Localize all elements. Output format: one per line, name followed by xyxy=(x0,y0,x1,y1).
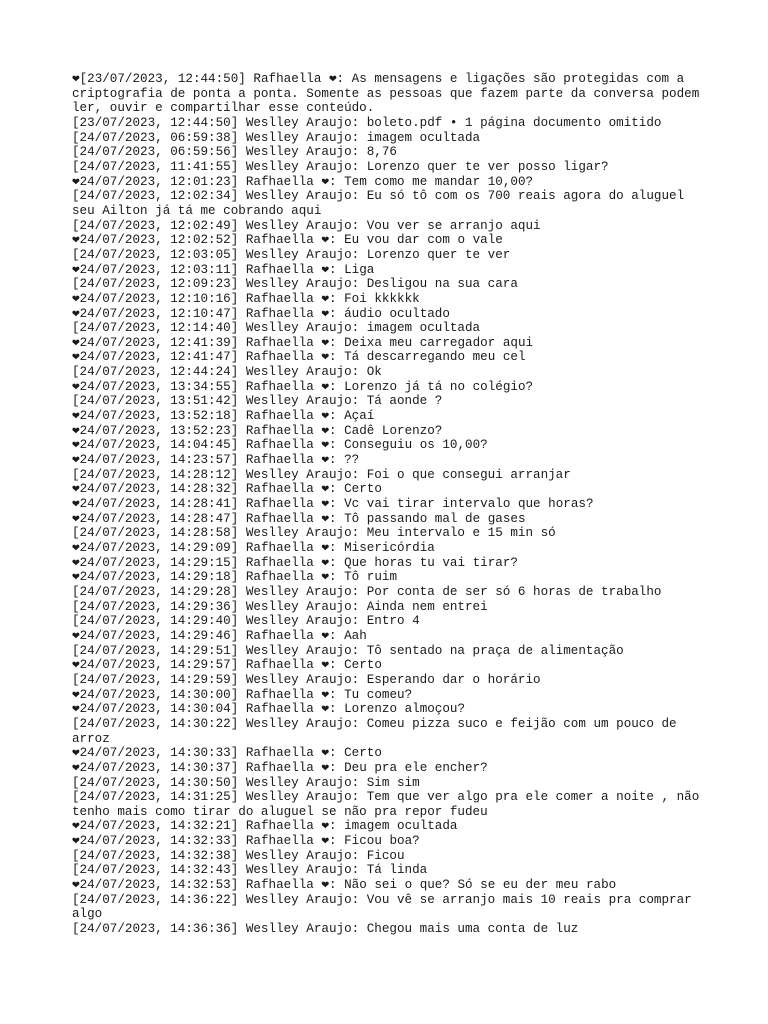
chat-message-line: [24/07/2023, 11:41:55] Weslley Araujo: Lorenzo quer te ver posso ligar? xyxy=(72,159,609,174)
chat-message-line: [24/07/2023, 14:36:22] Weslley Araujo: Vou vê se arranjo mais 10 reais pra comprar algo xyxy=(72,892,700,922)
chat-message-line: ❤24/07/2023, 12:10:16] Rafhaella ❤: Foi kkkkkk xyxy=(72,291,420,306)
chat-message-line: [24/07/2023, 06:59:38] Weslley Araujo: imagem ocultada xyxy=(72,130,481,145)
chat-message-line: ❤24/07/2023, 12:02:52] Rafhaella ❤: Eu vou dar com o vale xyxy=(72,233,503,248)
chat-message-line: [24/07/2023, 12:03:05] Weslley Araujo: Lorenzo quer te ver xyxy=(72,247,511,262)
chat-message-line: ❤24/07/2023, 14:32:53] Rafhaella ❤: Não sei o que? Só se eu der meu rabo xyxy=(72,878,617,893)
chat-message-line: [24/07/2023, 12:09:23] Weslley Araujo: Desligou na sua cara xyxy=(72,277,518,292)
chat-message-line: ❤24/07/2023, 14:28:47] Rafhaella ❤: Tô passando mal de gases xyxy=(72,511,526,526)
chat-message-line: ❤24/07/2023, 12:41:47] Rafhaella ❤: Tá descarregando meu cel xyxy=(72,350,526,365)
chat-message-line: ❤24/07/2023, 14:28:32] Rafhaella ❤: Certo xyxy=(72,482,382,497)
chat-message-line: ❤24/07/2023, 14:29:15] Rafhaella ❤: Que horas tu vai tirar? xyxy=(72,555,518,570)
chat-message-line: [24/07/2023, 14:29:59] Weslley Araujo: Esperando dar o horário xyxy=(72,672,541,687)
chat-message-line: [24/07/2023, 14:29:28] Weslley Araujo: Por conta de ser só 6 horas de trabalho xyxy=(72,584,662,599)
chat-message-line: [24/07/2023, 14:29:36] Weslley Araujo: Ainda nem entrei xyxy=(72,599,488,614)
chat-message-line: [24/07/2023, 12:44:24] Weslley Araujo: Ok xyxy=(72,365,382,380)
chat-message-line: ❤24/07/2023, 14:32:21] Rafhaella ❤: imagem ocultada xyxy=(72,819,458,834)
chat-message-line: ❤24/07/2023, 14:32:33] Rafhaella ❤: Ficou boa? xyxy=(72,834,420,849)
chat-message-line: [23/07/2023, 12:44:50] Weslley Araujo: boleto.pdf • 1 página documento omitido xyxy=(72,115,662,130)
chat-message-line: [24/07/2023, 14:28:58] Weslley Araujo: Meu intervalo e 15 min só xyxy=(72,526,556,541)
chat-message-line: ❤24/07/2023, 13:52:18] Rafhaella ❤: Açaí xyxy=(72,409,375,424)
chat-message-line: ❤24/07/2023, 12:03:11] Rafhaella ❤: Liga xyxy=(72,262,375,277)
chat-transcript xyxy=(72,72,707,937)
chat-message-line: ❤24/07/2023, 14:28:41] Rafhaella ❤: Vc vai tirar intervalo que horas? xyxy=(72,497,594,512)
chat-message-line: ❤24/07/2023, 14:29:09] Rafhaella ❤: Misericórdia xyxy=(72,541,435,555)
chat-message-line: [24/07/2023, 06:59:56] Weslley Araujo: 8,76 xyxy=(72,145,397,160)
chat-message-line: ❤24/07/2023, 12:41:39] Rafhaella ❤: Deixa meu carregador aqui xyxy=(72,335,534,350)
chat-message-line: [24/07/2023, 14:36:36] Weslley Araujo: Chegou mais uma conta de luz xyxy=(72,922,579,937)
chat-message-line: [24/07/2023, 14:29:51] Weslley Araujo: Tô sentado na praça de alimentação xyxy=(72,643,624,658)
chat-message-line: [24/07/2023, 14:28:12] Weslley Araujo: Foi o que consegui arranjar xyxy=(72,467,571,482)
chat-message-line: [24/07/2023, 12:02:49] Weslley Araujo: Vou ver se arranjo aqui xyxy=(72,218,541,233)
chat-message-line: ❤24/07/2023, 14:30:33] Rafhaella ❤: Certo xyxy=(72,746,382,761)
chat-message-line: [24/07/2023, 12:14:40] Weslley Araujo: imagem ocultada xyxy=(72,321,481,336)
chat-message-line: ❤24/07/2023, 14:30:04] Rafhaella ❤: Lorenzo almoçou? xyxy=(72,702,466,717)
chat-message-line: ❤24/07/2023, 14:30:00] Rafhaella ❤: Tu comeu? xyxy=(72,687,413,702)
chat-message-line: [24/07/2023, 14:30:50] Weslley Araujo: Sim sim xyxy=(72,775,420,790)
chat-message-line: [24/07/2023, 12:02:34] Weslley Araujo: Eu só tô com os 700 reais agora do aluguel seu Ailton já tá me cobrando aqui xyxy=(72,189,692,218)
chat-message-line: ❤24/07/2023, 12:10:47] Rafhaella ❤: áudio ocultado xyxy=(72,306,450,321)
chat-message-line: ❤24/07/2023, 14:29:18] Rafhaella ❤: Tô ruim xyxy=(72,570,398,585)
chat-message-line: [24/07/2023, 14:31:25] Weslley Araujo: Tem que ver algo pra ele comer a noite , não tenho mais como tirar do aluguel se não pra repor fudeu xyxy=(72,790,707,819)
chat-message-line: ❤24/07/2023, 14:29:57] Rafhaella ❤: Certo xyxy=(72,658,382,673)
chat-message-line: [24/07/2023, 14:32:43] Weslley Araujo: Tá linda xyxy=(72,863,428,878)
chat-message-line: ❤24/07/2023, 14:23:57] Rafhaella ❤: ?? xyxy=(72,453,360,468)
chat-message-line: ❤24/07/2023, 12:01:23] Rafhaella ❤: Tem como me mandar 10,00? xyxy=(72,174,534,189)
chat-message-line: ❤24/07/2023, 14:04:45] Rafhaella ❤: Conseguiu os 10,00? xyxy=(72,438,488,453)
chat-message-line: ❤[23/07/2023, 12:44:50] Rafhaella ❤: As mensagens e ligações são protegidas com a criptografia de ponta a ponta. Somente as pessoas que fazem parte da conversa podem ler, ouvir e compartilhar esse conteúdo. xyxy=(72,72,707,116)
chat-message-line: ❤24/07/2023, 13:52:23] Rafhaella ❤: Cadê Lorenzo? xyxy=(72,423,443,438)
chat-message-line: [24/07/2023, 14:29:40] Weslley Araujo: Entro 4 xyxy=(72,614,420,629)
chat-message-line: ❤24/07/2023, 14:29:46] Rafhaella ❤: Aah xyxy=(72,628,367,643)
chat-message-line: [24/07/2023, 14:30:22] Weslley Araujo: Comeu pizza suco e feijão com um pouco de arroz xyxy=(72,716,685,746)
chat-message-line: ❤24/07/2023, 14:30:37] Rafhaella ❤: Deu pra ele encher? xyxy=(72,760,488,775)
chat-message-line: ❤24/07/2023, 13:34:55] Rafhaella ❤: Lorenzo já tá no colégio? xyxy=(72,379,534,394)
chat-message-line: [24/07/2023, 13:51:42] Weslley Araujo: Tá aonde ? xyxy=(72,394,443,409)
chat-message-line: [24/07/2023, 14:32:38] Weslley Araujo: Ficou xyxy=(72,848,405,863)
